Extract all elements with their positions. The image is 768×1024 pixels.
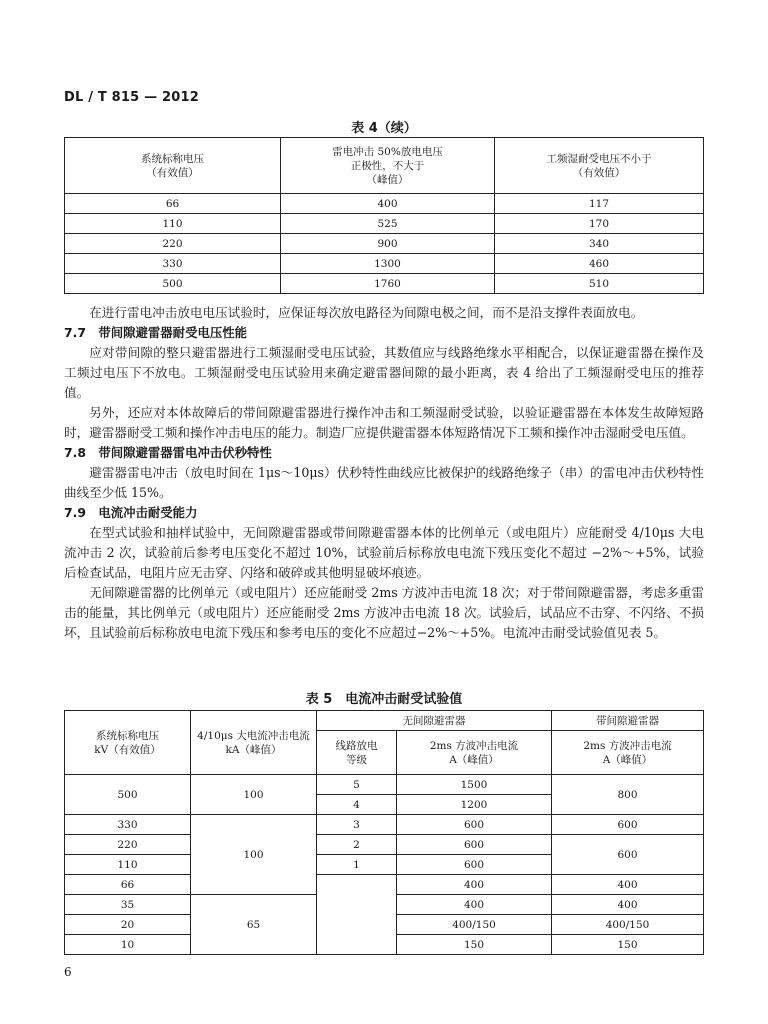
paragraph: 在型式试验和抽样试验中，无间隙避雷器或带间隙避雷器本体的比例单元（或电阻片）应能耐受 4/10μs 大电流冲击 2 次，试验前后参考电压变化不超过 10%，试验前后标称放电电流下残压变化不超过 −2%～+5%，试验后检查试品，电阻片应无击穿、闪络和破碎或其他明显破坏痕迹。 [64,525,704,580]
table-cell: 100 [191,815,317,895]
table5-header-voltage: 系统标称电压 kV（有效值） [65,711,191,775]
paragraph: 避雷器雷电冲击（放电时间在 1μs～10μs）伏秒特性曲线应比被保护的线路绝缘子（串）的雷电冲击伏秒特性曲线至少低 15%。 [64,465,704,500]
paragraph: 无间隙避雷器的比例单元（或电阻片）还应能耐受 2ms 方波冲击电流 18 次；对于带间隙避雷器，考虑多重雷击的能量，其比例单元（或电阻片）还应能耐受 2ms 方波冲击电流 18 次。试验后，试品应不击穿、不闪络、不损坏，且试验前后标称放电电流下残压和参考电压的变化不应超过−2%～+5%。电流冲击耐受试验值见表 5。 [64,585,704,640]
table-cell: 900 [281,234,495,254]
table-cell: 110 [65,214,281,234]
table-cell: 600 [397,815,552,835]
table-cell: 110 [65,855,191,875]
table-cell: 500 [65,274,281,294]
table-cell: 220 [65,835,191,855]
table4 [64,137,704,294]
section-heading-7-8: 7.8 带间隙避雷器雷电冲击伏秒特性 [64,445,272,460]
table-cell: 400 [397,895,552,915]
table-cell: 65 [191,895,317,955]
table-cell: 510 [495,274,704,294]
table-row [65,194,704,214]
table-cell: 330 [65,815,191,835]
table5-header-impulse: 4/10μs 大电流冲击电流 kA（峰值） [191,711,317,775]
table-cell: 117 [495,194,704,214]
table-cell: 1500 [397,775,552,795]
table-cell: 35 [65,895,191,915]
body-text [64,303,704,643]
table-row [65,214,704,234]
table5-caption: 表 5 电流冲击耐受试验值 [305,692,463,707]
table-row [65,234,704,254]
table-cell: 220 [65,234,281,254]
table5-header-class: 线路放电 等级 [317,731,397,775]
table-cell: 500 [65,775,191,815]
table-cell: 330 [65,254,281,274]
table4-header-row [65,138,704,194]
table-cell: 525 [281,214,495,234]
table-cell: 400 [552,895,704,915]
table-row [65,274,704,294]
table-cell: 150 [397,935,552,955]
table-cell: 400 [397,875,552,895]
table-cell: 66 [65,194,281,214]
table4-caption: 表 4（续） [351,121,417,136]
table-cell: 20 [65,915,191,935]
table4-header-lightning: 雷电冲击 50%放电电压 正极性，不大于 （峰值） [281,138,495,194]
table-cell: 600 [552,835,704,875]
table-cell: 66 [65,875,191,895]
table-cell: 1300 [281,254,495,274]
table-cell: 340 [495,234,704,254]
table-cell: 3 [317,815,397,835]
table-cell: 600 [397,835,552,855]
table4-header-voltage: 系统标称电压 （有效值） [65,138,281,194]
table-cell: 170 [495,214,704,234]
table-cell: 100 [191,775,317,815]
table-cell: 2 [317,835,397,855]
table-cell: 400/150 [397,915,552,935]
table-cell: 600 [552,815,704,835]
table-cell: 400 [552,875,704,895]
page-number: 6 [64,965,72,979]
table-cell: 10 [65,935,191,955]
table5 [64,710,704,955]
table-cell: 1200 [397,795,552,815]
document-header: DL / T 815 — 2012 [64,90,200,105]
paragraph: 应对带间隙的整只避雷器进行工频湿耐受电压试验，其数值应与线路绝缘水平相配合，以保证避雷器在操作及工频过电压下不放电。工频湿耐受电压试验用来确定避雷器间隙的最小距离，表 4 给出了工频湿耐受电压的推荐值。 [64,345,704,400]
table-row [65,815,704,835]
table-row [65,775,704,795]
table-cell: 1 [317,855,397,875]
table-cell: 460 [495,254,704,274]
table-cell: 400/150 [552,915,704,935]
table-row [65,254,704,274]
table-cell [317,875,397,955]
table5-header-square-gap: 2ms 方波冲击电流 A（峰值） [552,731,704,775]
table5-header-square-nogap: 2ms 方波冲击电流 A（峰值） [397,731,552,775]
paragraph: 在进行雷电冲击放电电压试验时，应保证每次放电路径为间隙电极之间，而不是沿支撑件表面放电。 [89,305,644,320]
table5-header-gap: 带间隙避雷器 [552,711,704,731]
table4-header-wet: 工频湿耐受电压不小于 （有效值） [495,138,704,194]
table-row [65,875,704,895]
table-cell: 600 [397,855,552,875]
table-cell: 5 [317,775,397,795]
section-heading-7-7: 7.7 带间隙避雷器耐受电压性能 [64,325,248,340]
table5-header-row [65,711,704,731]
table-cell: 800 [552,775,704,815]
section-heading-7-9: 7.9 电流冲击耐受能力 [64,505,198,520]
table-row [65,835,704,855]
table-cell: 4 [317,795,397,815]
table5-header-nogap: 无间隙避雷器 [317,711,552,731]
table-cell: 150 [552,935,704,955]
paragraph: 另外，还应对本体故障后的带间隙避雷器进行操作冲击和工频湿耐受试验，以验证避雷器在本体发生故障短路时，避雷器耐受工频和操作冲击电压的能力。制造厂应提供避雷器本体短路情况下工频和操作冲击湿耐受电压值。 [64,405,704,440]
table-cell: 400 [281,194,495,214]
table-cell: 1760 [281,274,495,294]
